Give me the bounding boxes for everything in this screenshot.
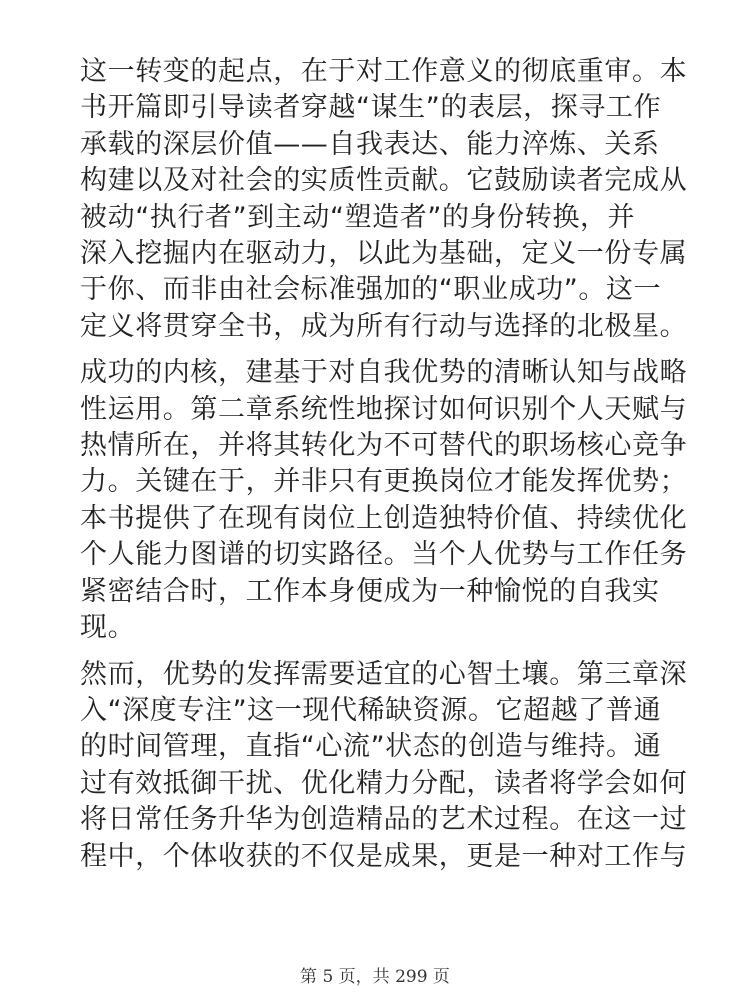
text-line: 热情所在，并将其转化为不可替代的职场核心竞争 [80,430,688,462]
text-line: 程中，个体收获的不仅是成果，更是一种对工作与 [80,840,688,872]
text-line: 本书提供了在现有岗位上创造独特价值、持续优化 [80,502,688,534]
text-line: 深入挖掘内在驱动力，以此为基础，定义一份专属 [80,238,688,270]
text-line: 被动“执行者”到主动“塑造者”的身份转换，并 [80,201,636,233]
text-line: 的时间管理，直指“心流”状态的创造与维持。通 [80,731,662,763]
text-line: 承载的深层价值——自我表达、能力淬炼、关系 [80,128,660,160]
body-text [80,54,688,885]
text-line: 力。关键在于，并非只有更换岗位才能发挥优势； [80,466,688,498]
text-line: 然而，优势的发挥需要适宜的心智土壤。第三章深 [80,658,688,690]
text-line: 入“深度专注”这一现代稀缺资源。它超越了普通 [80,694,662,726]
text-line: 于你、而非由社会标准强加的“职业成功”。这一 [80,274,662,306]
text-line: 成功的内核，建基于对自我优势的清晰认知与战略 [80,357,688,389]
text-line: 将日常任务升华为创造精品的艺术过程。在这一过 [80,804,688,836]
text-line: 书开篇即引导读者穿越“谋生”的表层，探寻工作 [80,92,662,124]
text-line: 性运用。第二章系统性地探讨如何识别个人天赋与 [80,393,688,425]
text-line: 现。 [80,612,136,644]
text-line: 定义将贯穿全书，成为所有行动与选择的北极星。 [80,310,688,342]
paragraph-3 [80,657,688,875]
page-number-footer: 第 5 页，共 299 页 [300,967,450,987]
paragraph-1 [80,54,688,345]
text-line: 构建以及对社会的实质性贡献。它鼓励读者完成从 [80,165,688,197]
text-line: 紧密结合时，工作本身便成为一种愉悦的自我实 [80,575,660,607]
paragraph-2 [80,355,688,646]
text-line: 这一转变的起点，在于对工作意义的彻底重审。本 [80,56,688,87]
text-line: 个人能力图谱的切实路径。当个人优势与工作任务 [80,539,688,571]
text-line: 过有效抵御干扰、优化精力分配，读者将学会如何 [80,767,688,799]
